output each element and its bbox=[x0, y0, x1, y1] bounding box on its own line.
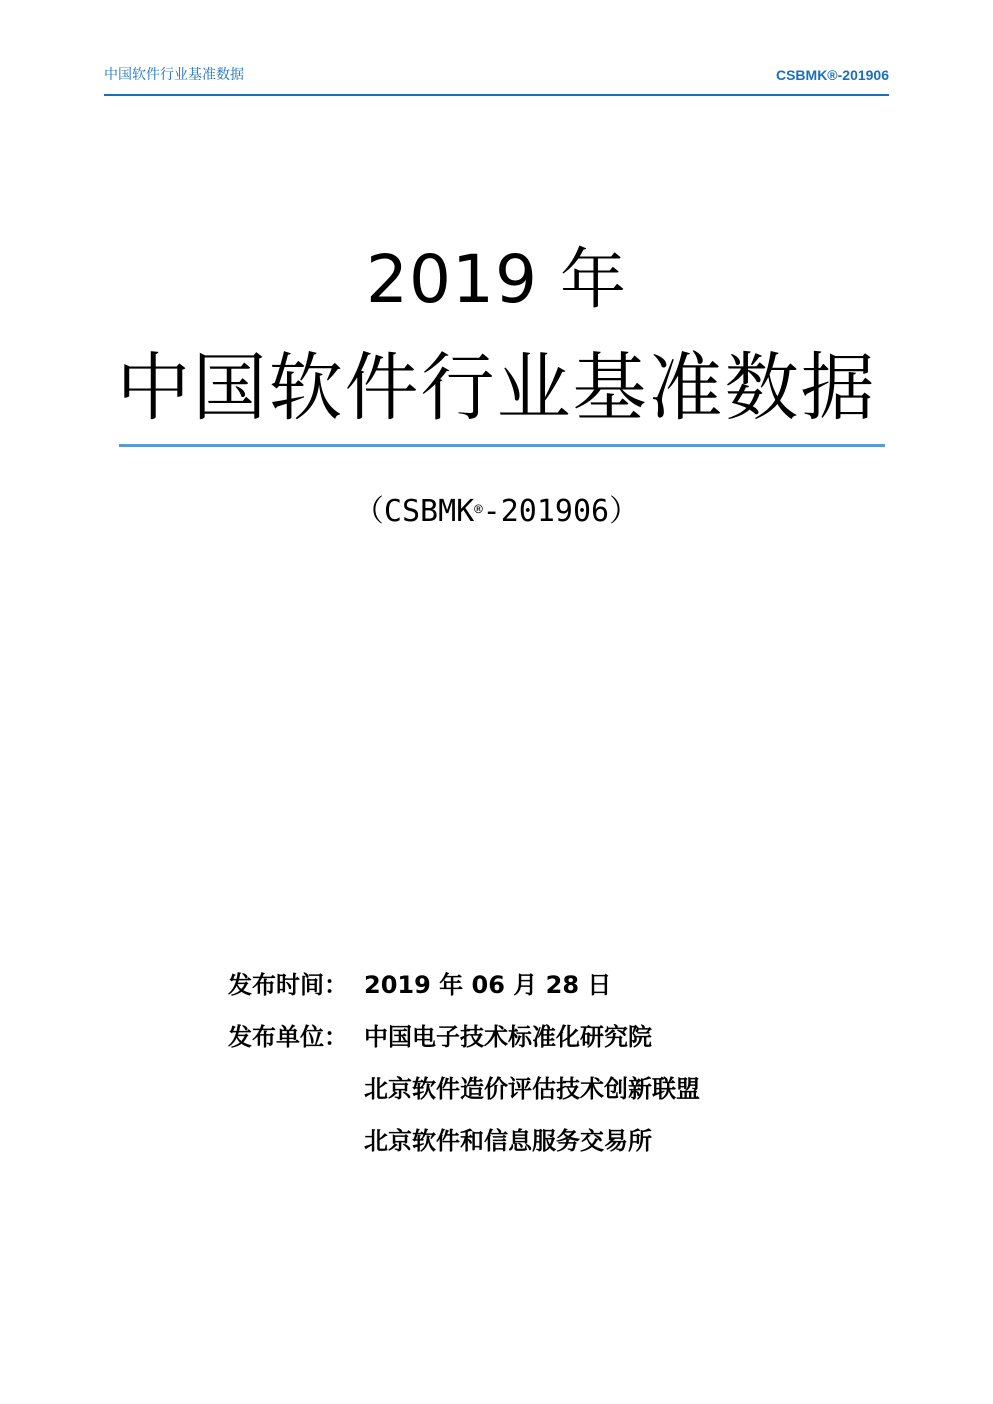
header-code: CSBMK®-201906 bbox=[775, 67, 889, 83]
publish-time-label: 发布时间： bbox=[228, 971, 348, 999]
header-title: 中国软件行业基准数据 bbox=[104, 67, 244, 83]
document-code bbox=[0, 492, 993, 532]
title-year: 2019 年 bbox=[366, 241, 627, 318]
code-prefix: （CSBMK bbox=[353, 494, 475, 529]
publication-info bbox=[228, 965, 700, 1173]
title-divider bbox=[119, 444, 885, 447]
publisher-item: 北京软件和信息服务交易所 bbox=[364, 1127, 652, 1155]
registered-mark: ® bbox=[474, 502, 483, 518]
code-suffix: -201906） bbox=[482, 494, 640, 529]
page-header bbox=[104, 66, 889, 96]
publisher-item: 北京软件造价评估技术创新联盟 bbox=[364, 1075, 700, 1103]
publisher-row bbox=[228, 1017, 700, 1173]
publisher-item: 中国电子技术标准化研究院 bbox=[364, 1023, 652, 1051]
publisher-label: 发布单位： bbox=[228, 1023, 348, 1051]
document-title: 中国软件行业基准数据 bbox=[116, 345, 877, 431]
publish-time-row bbox=[228, 965, 700, 1005]
publish-time-value: 2019 年 06 月 28 日 bbox=[364, 971, 612, 999]
publisher-list bbox=[364, 1017, 700, 1173]
